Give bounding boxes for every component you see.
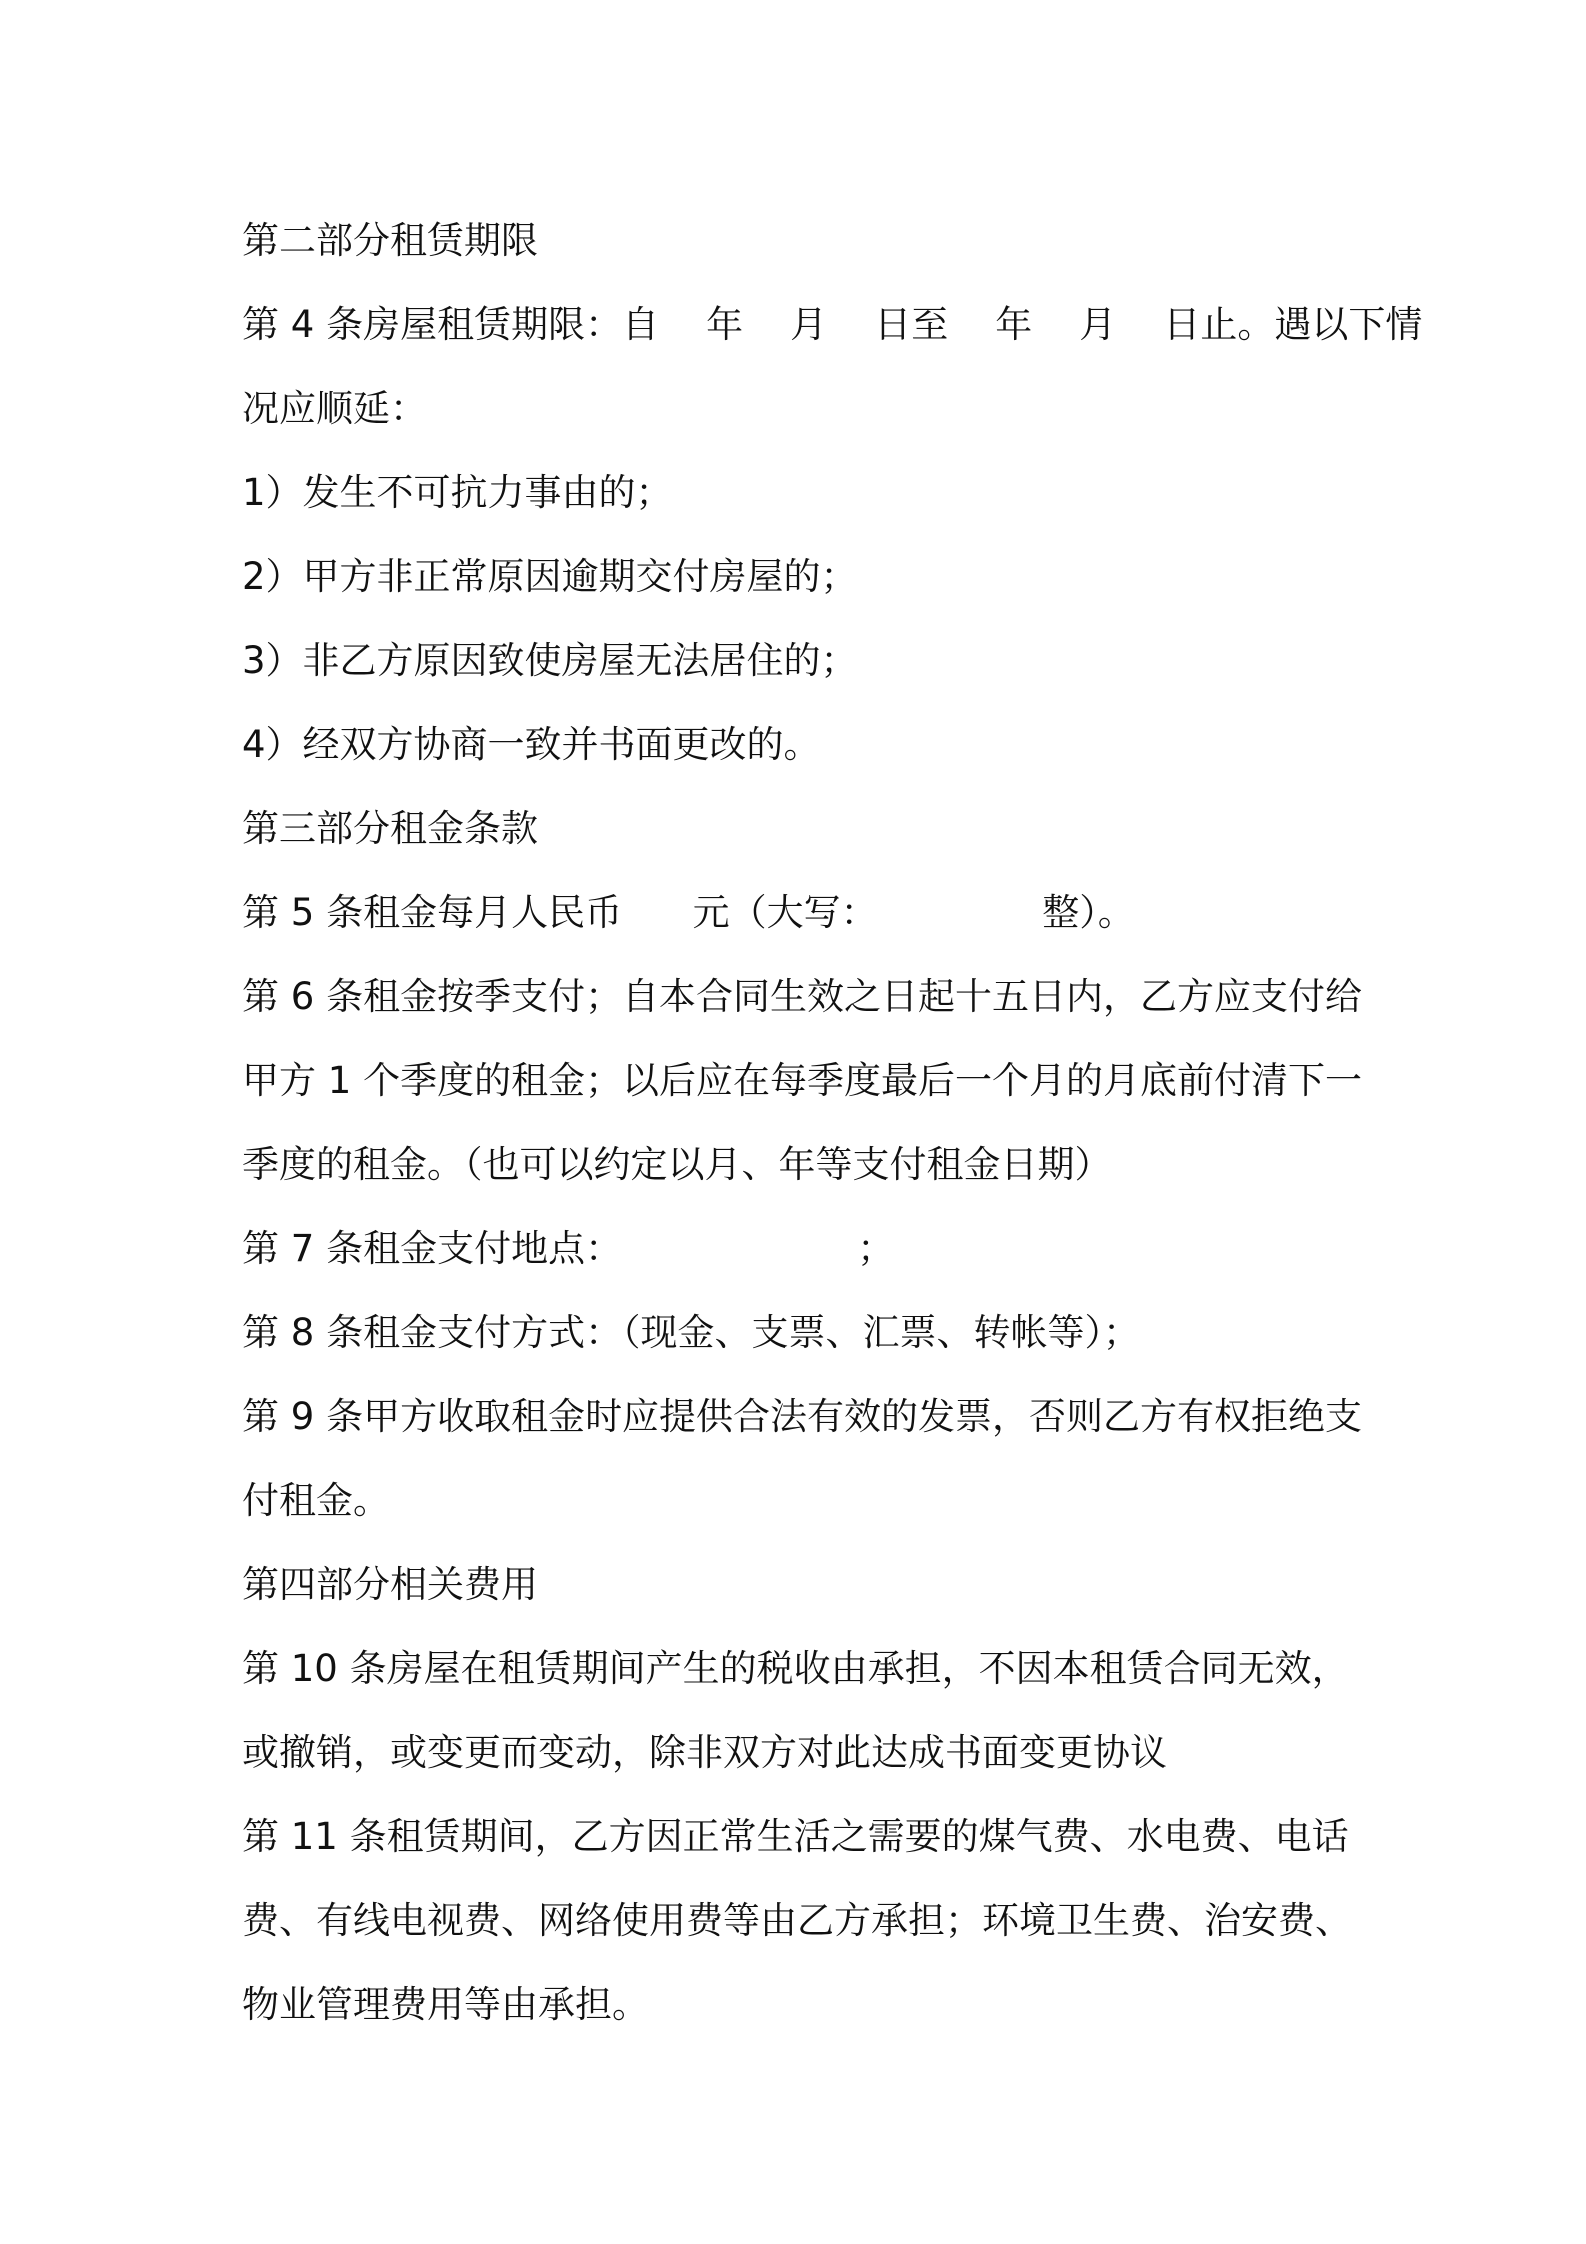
article-11-line-1: 第 11 条租赁期间，乙方因正常生活之需要的煤气费、水电费、电话 bbox=[242, 1815, 1349, 1858]
article-6-line-1: 第 6 条租金按季支付；自本合同生效之日起十五日内，乙方应支付给 bbox=[242, 975, 1363, 1018]
article-4-line-1: 第 4 条房屋租赁期限：自 年 月 日至 年 月 日止。遇以下情 bbox=[242, 303, 1423, 346]
section-heading-lease-term: 第二部分租赁期限 bbox=[242, 219, 538, 262]
article-4-item-3: 3）非乙方原因致使房屋无法居住的； bbox=[242, 639, 858, 682]
article-11-line-3: 物业管理费用等由承担。 bbox=[242, 1983, 649, 2026]
article-5: 第 5 条租金每月人民币 元（大写： 整）。 bbox=[242, 891, 1135, 934]
article-9-line-1: 第 9 条甲方收取租金时应提供合法有效的发票，否则乙方有权拒绝支 bbox=[242, 1395, 1363, 1438]
section-heading-rent-terms: 第三部分租金条款 bbox=[242, 807, 538, 850]
article-8: 第 8 条租金支付方式：（现金、支票、汇票、转帐等）； bbox=[242, 1311, 1141, 1354]
article-6-line-3: 季度的租金。（也可以约定以月、年等支付租金日期） bbox=[242, 1143, 1112, 1186]
article-4-item-1: 1）发生不可抗力事由的； bbox=[242, 471, 673, 514]
article-4-item-4: 4）经双方协商一致并书面更改的。 bbox=[242, 723, 821, 766]
section-heading-related-fees: 第四部分相关费用 bbox=[242, 1563, 538, 1606]
article-6-line-2: 甲方 1 个季度的租金；以后应在每季度最后一个月的月底前付清下一 bbox=[242, 1059, 1363, 1102]
article-10-line-2: 或撤销，或变更而变动，除非双方对此达成书面变更协议 bbox=[242, 1731, 1167, 1774]
article-10-line-1: 第 10 条房屋在租赁期间产生的税收由承担，不因本租赁合同无效， bbox=[242, 1647, 1349, 1690]
document-page bbox=[242, 199, 1423, 2047]
article-4-item-2: 2）甲方非正常原因逾期交付房屋的； bbox=[242, 555, 858, 598]
article-9-line-2: 付租金。 bbox=[242, 1479, 390, 1522]
article-7: 第 7 条租金支付地点： ； bbox=[242, 1227, 895, 1270]
article-4-line-2: 况应顺延： bbox=[242, 387, 427, 430]
article-11-line-2: 费、有线电视费、网络使用费等由乙方承担；环境卫生费、治安费、 bbox=[242, 1899, 1352, 1942]
